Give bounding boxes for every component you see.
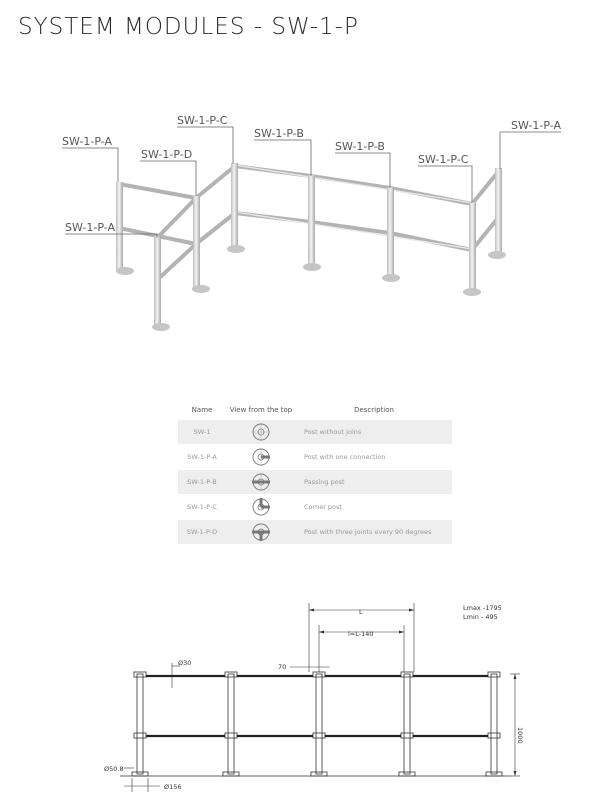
table-row (178, 420, 452, 444)
three-joints-post-icon (252, 523, 270, 541)
table-row (178, 520, 452, 544)
header-view: View from the top (229, 406, 293, 414)
row-description: Post with one connection (304, 452, 386, 461)
row-name: SW-1-P-D (186, 527, 218, 536)
dimension-d50-8: Ø50.8 (104, 765, 124, 773)
label-sw-1-p-a-lower: SW-1-P-A (65, 221, 115, 234)
post-one-connection-icon (252, 448, 270, 466)
railing-isometric-illustration (0, 100, 597, 340)
dimension-1000: 1000 (516, 727, 524, 744)
row-name: SW-1 (193, 427, 211, 436)
label-sw-1-p-a-right: SW-1-P-A (511, 119, 561, 132)
table-row (178, 495, 452, 519)
label-sw-1-p-c-top: SW-1-P-C (177, 114, 228, 127)
row-description: Passing post (304, 477, 345, 486)
dimension-lmax: Lmax -1795 (463, 604, 502, 612)
label-sw-1-p-b-first: SW-1-P-B (254, 127, 304, 140)
header-name: Name (191, 406, 213, 414)
row-description: Corner post (304, 502, 342, 511)
table-header (178, 400, 452, 420)
dimension-lmin: Lmin - 495 (463, 613, 498, 621)
dimension-70: 70 (278, 663, 287, 671)
table-row (178, 445, 452, 469)
corner-post-icon (252, 498, 270, 516)
dimension-d156: Ø156 (164, 783, 182, 791)
row-description: Post with three joints every 90 degrees (304, 527, 432, 536)
dimension-l: L (359, 608, 363, 616)
label-sw-1-p-a-top-left: SW-1-P-A (62, 135, 112, 148)
row-name: SW-1-P-C (187, 502, 217, 511)
row-description: Post without joins (304, 427, 362, 436)
row-name: SW-1-P-A (187, 452, 217, 461)
post-no-joins-icon (252, 423, 270, 441)
label-sw-1-p-b-second: SW-1-P-B (335, 140, 385, 153)
modules-table (178, 400, 452, 545)
row-name: SW-1-P-B (187, 477, 217, 486)
header-description: Description (354, 406, 394, 414)
dimension-l-minus-140: l=L-140 (348, 630, 374, 638)
passing-post-icon (252, 473, 270, 491)
label-sw-1-p-d: SW-1-P-D (141, 148, 193, 161)
table-row (178, 470, 452, 494)
dimension-d30: Ø30 (178, 659, 192, 667)
page-title: SYSTEM MODULES - SW-1-P (18, 14, 359, 40)
posts (116, 163, 506, 331)
railing-technical-drawing (0, 596, 597, 804)
label-sw-1-p-c-right: SW-1-P-C (418, 153, 469, 166)
